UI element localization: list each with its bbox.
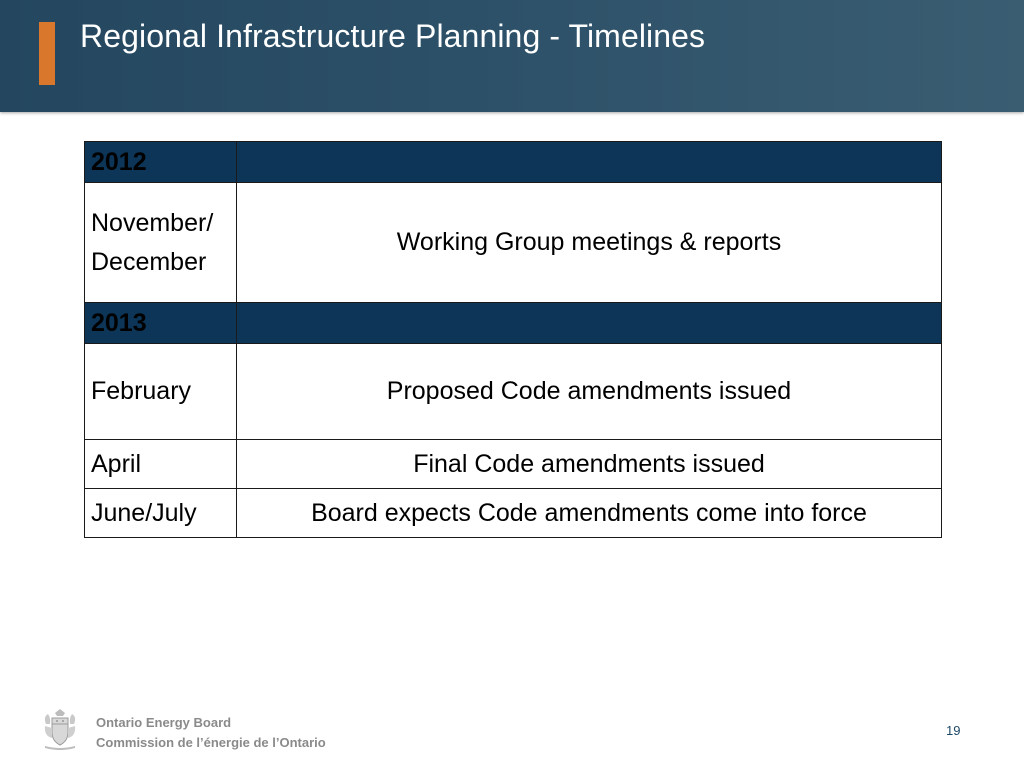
- year-cell: 2013: [85, 303, 237, 344]
- timeline-table: [84, 141, 942, 538]
- org-name-french: Commission de l’énergie de l’Ontario: [96, 735, 326, 750]
- month-cell: June/July: [85, 489, 237, 538]
- year-cell: 2012: [85, 142, 237, 183]
- event-cell: Final Code amendments issued: [237, 440, 942, 489]
- slide-header: [0, 0, 1024, 112]
- year-row-2012: [85, 142, 942, 183]
- table-row: [85, 440, 942, 489]
- slide-title: Regional Infrastructure Planning - Timelines: [80, 18, 706, 54]
- event-cell: Board expects Code amendments come into force: [237, 489, 942, 538]
- org-name-english: Ontario Energy Board: [96, 715, 232, 730]
- footer-organization: [96, 713, 326, 753]
- year-row-filler: [237, 303, 942, 344]
- year-row-2013: [85, 303, 942, 344]
- year-row-filler: [237, 142, 942, 183]
- event-cell: Working Group meetings & reports: [237, 183, 942, 303]
- month-cell: April: [85, 440, 237, 489]
- ontario-coat-of-arms-icon: [41, 708, 79, 750]
- month-cell: November/ December: [85, 183, 237, 303]
- month-cell: February: [85, 344, 237, 440]
- title-accent-bar: [39, 22, 55, 85]
- table-row: [85, 183, 942, 303]
- table-row: [85, 344, 942, 440]
- page-number: 19: [946, 723, 961, 738]
- event-cell: Proposed Code amendments issued: [237, 344, 942, 440]
- table-row: [85, 489, 942, 538]
